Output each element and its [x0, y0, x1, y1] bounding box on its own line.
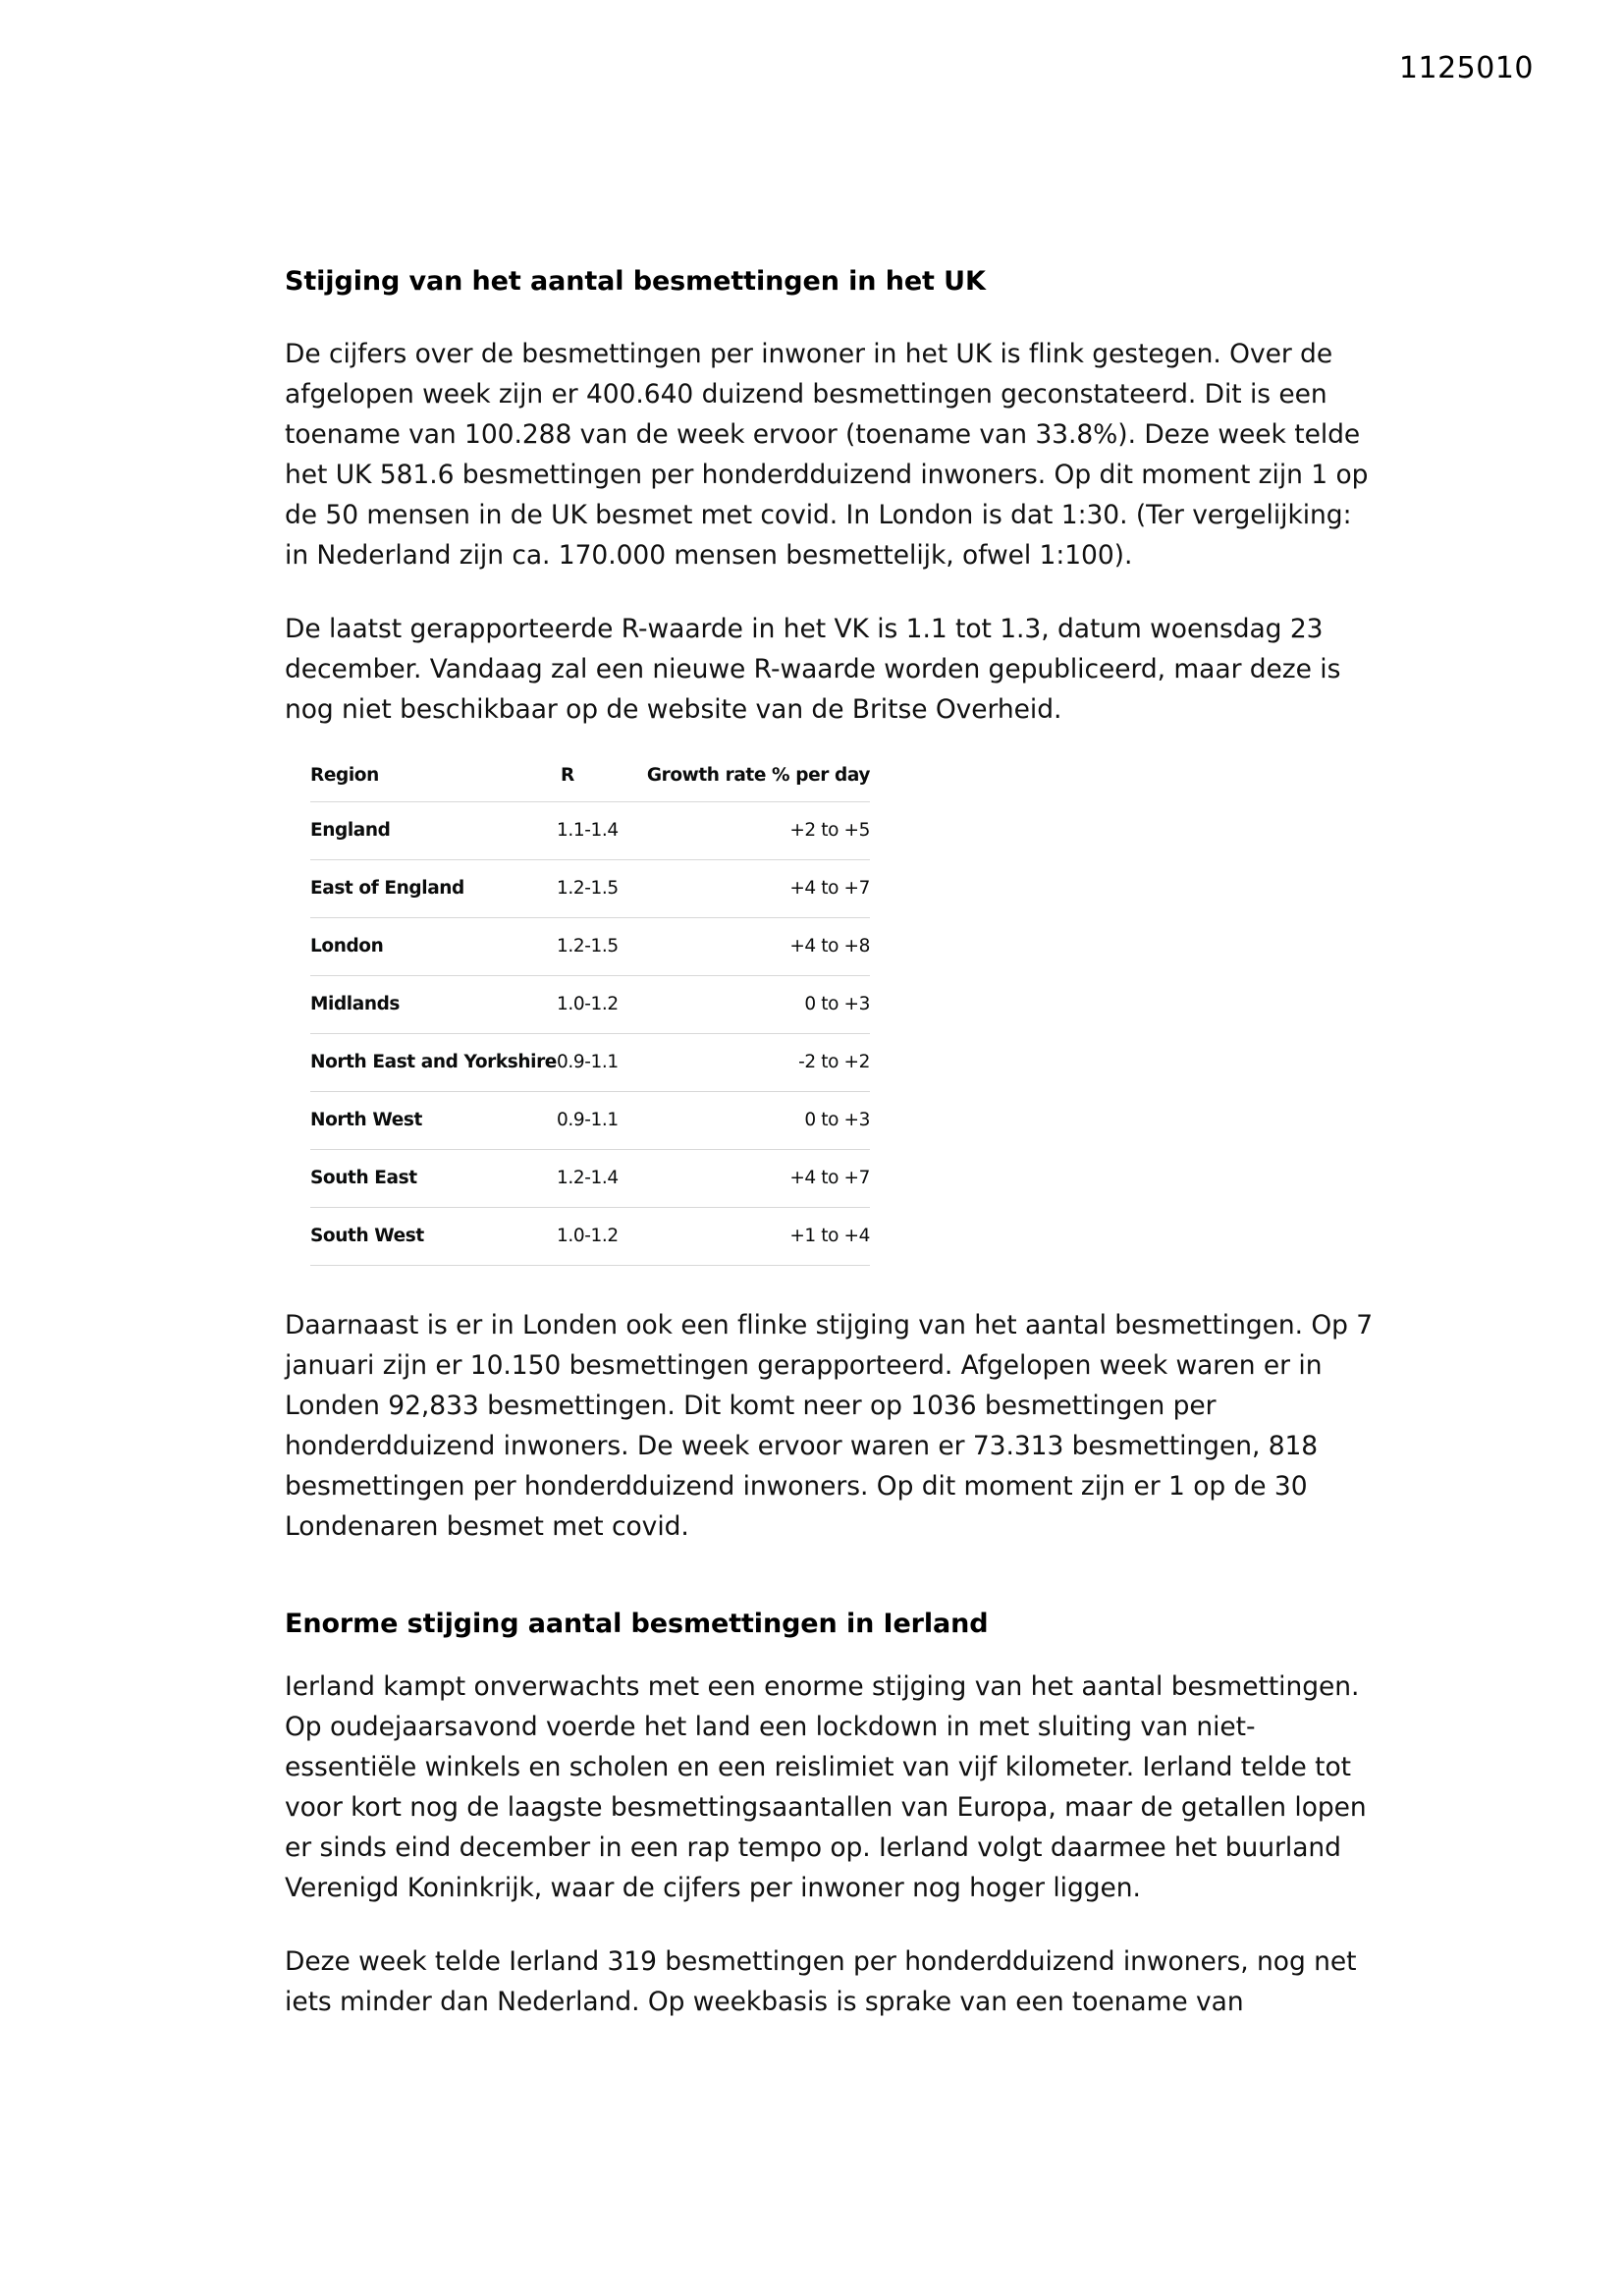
document-content	[285, 265, 1375, 2055]
cell-region: North West	[310, 1110, 422, 1131]
column-header-region: Region	[310, 764, 379, 786]
r-value-table-container	[310, 759, 870, 1266]
paragraph-ireland-weekly: Deze week telde Ierland 319 besmettingen per honderdduizend inwoners, nog net iets minder dan Nederland. Op weekbasis is sprake van een toename van	[285, 1945, 1357, 2017]
cell-growth-rate: +2 to +5	[789, 820, 870, 842]
section-heading-ireland: Enorme stijging aantal besmettingen in Ierland	[285, 1608, 989, 1639]
column-header-r: R	[560, 764, 574, 786]
paragraph-london-cases: Daarnaast is er in Londen ook een flinke stijging van het aantal besmettingen. Op 7 januari zijn er 10.150 besmettingen gerapporteerd. Afgelopen week waren er in Londen 92,833 besmettingen. Dit komt neer op 1036 besmettingen per honderdduizend inwoners. De week ervoor waren er 73.313 besmettingen, 818 besmettingen per honderdduizend inwoners. Op dit moment zijn er 1 op de 30 Londenaren besmet met covid.	[285, 1309, 1374, 1542]
cell-region: Midlands	[310, 994, 401, 1015]
cell-region: England	[310, 820, 391, 842]
cell-region: South West	[310, 1226, 424, 1247]
cell-r-value: 0.9-1.1	[556, 1110, 619, 1131]
cell-growth-rate: +4 to +8	[789, 936, 870, 957]
cell-growth-rate: +4 to +7	[789, 878, 870, 900]
section-heading-uk: Stijging van het aantal besmettingen in het UK	[285, 266, 986, 297]
cell-r-value: 1.1-1.4	[556, 820, 619, 842]
cell-r-value: 1.2-1.5	[556, 936, 619, 957]
table-head	[310, 759, 870, 802]
cell-r-value: 0.9-1.1	[556, 1052, 619, 1073]
table-row	[310, 1033, 870, 1091]
page-header-number: 1125010	[1398, 51, 1534, 85]
table-row	[310, 1149, 870, 1207]
paragraph-uk-cases: De cijfers over de besmettingen per inwoner in het UK is flink gestegen. Over de afgelopen week zijn er 400.640 duizend besmettingen geconstateerd. Dit is een toename van 100.288 van de week ervoor (toename van 33.8%). Deze week telde het UK 581.6 besmettingen per honderdduizend inwoners. Op dit moment zijn 1 op de 50 mensen in de UK besmet met covid. In London is dat 1:30. (Ter vergelijking: in Nederland zijn ca. 170.000 mensen besmettelijk, ofwel 1:100).	[285, 338, 1369, 571]
table-row	[310, 1207, 870, 1265]
table-row	[310, 801, 870, 859]
paragraph-ireland-lockdown: Ierland kampt onverwachts met een enorme stijging van het aantal besmettingen. Op oudejaarsavond voerde het land een lockdown in met sluiting van niet-essentiële winkels en scholen en een reislimiet van vijf kilometer. Ierland telde tot voor kort nog de laagste besmettingsaantallen van Europa, maar de getallen lopen er sinds eind december in een rap tempo op. Ierland volgt daarmee het buurland Verenigd Koninkrijk, waar de cijfers per inwoner nog hoger liggen.	[285, 1670, 1367, 1903]
r-value-table	[310, 759, 870, 1266]
cell-region: East of England	[310, 878, 464, 900]
cell-r-value: 1.2-1.5	[556, 878, 619, 900]
cell-growth-rate: 0 to +3	[804, 994, 870, 1015]
cell-region: South East	[310, 1168, 417, 1189]
table-body	[310, 801, 870, 1265]
cell-region: London	[310, 936, 384, 957]
table-row	[310, 975, 870, 1033]
cell-growth-rate: +1 to +4	[789, 1226, 870, 1247]
cell-growth-rate: 0 to +3	[804, 1110, 870, 1131]
cell-growth-rate: +4 to +7	[789, 1168, 870, 1189]
paragraph-uk-r-value: De laatst gerapporteerde R-waarde in het VK is 1.1 tot 1.3, datum woensdag 23 december. Vandaag zal een nieuwe R-waarde worden gepubliceerd, maar deze is nog niet beschikbaar op de website van de Britse Overheid.	[285, 613, 1341, 725]
cell-r-value: 1.2-1.4	[556, 1168, 619, 1189]
cell-growth-rate: -2 to +2	[798, 1052, 870, 1073]
cell-r-value: 1.0-1.2	[556, 1226, 619, 1247]
table-header-row	[310, 759, 870, 802]
table-row	[310, 917, 870, 975]
column-header-growth-rate: Growth rate % per day	[646, 764, 870, 786]
cell-r-value: 1.0-1.2	[556, 994, 619, 1015]
table-row	[310, 1091, 870, 1149]
table-row	[310, 859, 870, 917]
cell-region: North East and Yorkshire	[310, 1052, 557, 1073]
